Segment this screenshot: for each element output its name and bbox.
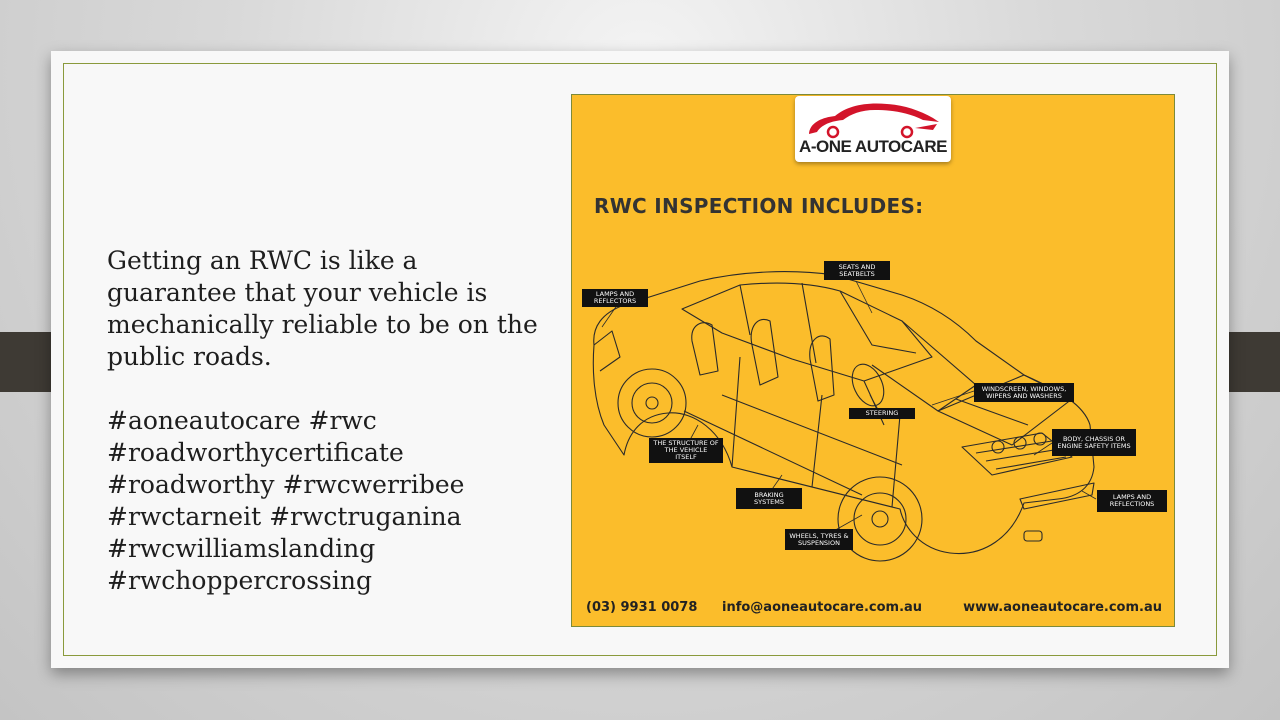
body-paragraph: Getting an RWC is like a guarantee that your vehicle is mechanically reliable to be on the public roads. bbox=[107, 246, 538, 371]
slide bbox=[51, 51, 1229, 668]
rwc-poster-image bbox=[571, 94, 1175, 627]
phone-number: (03) 9931 0078 bbox=[586, 600, 698, 615]
callout-wheels-tyres-suspension: WHEELS, TYRES & SUSPENSION bbox=[785, 529, 853, 550]
callout-lamps-and-reflections: LAMPS AND REFLECTIONS bbox=[1097, 490, 1167, 512]
callout-braking-systems: BRAKING SYSTEMS bbox=[736, 488, 802, 509]
hashtag-line: #aoneautocare #rwc bbox=[107, 406, 377, 435]
callout-windscreen-windows-wipers: WINDSCREEN, WINDOWS, WIPERS AND WASHERS bbox=[974, 383, 1074, 402]
car-diagram-illustration bbox=[572, 95, 1174, 626]
website-url: www.aoneautocare.com.au bbox=[963, 600, 1162, 615]
callout-body-chassis-engine: BODY, CHASSIS OR ENGINE SAFETY ITEMS bbox=[1052, 429, 1136, 456]
callout-structure-of-vehicle: THE STRUCTURE OF THE VEHICLE ITSELF bbox=[649, 438, 723, 463]
callout-seats-and-seatbelts: SEATS AND SEATBELTS bbox=[824, 261, 890, 280]
hashtag-line: #rwctarneit #rwctruganina bbox=[107, 502, 462, 531]
callout-lamps-and-reflectors: LAMPS AND REFLECTORS bbox=[582, 289, 648, 307]
poster-title: RWC INSPECTION INCLUDES: bbox=[594, 194, 924, 218]
email-address: info@aoneautocare.com.au bbox=[722, 600, 923, 615]
logo-text: A-ONE AUTOCARE bbox=[799, 137, 947, 156]
hashtag-line: #roadworthycertificate bbox=[107, 438, 404, 467]
callout-steering: STEERING bbox=[849, 408, 915, 419]
hashtag-line: #roadworthy #rwcwerribee bbox=[107, 470, 465, 499]
slide-body-text bbox=[107, 245, 547, 597]
hashtag-line: #rwcwilliamslanding bbox=[107, 534, 376, 563]
hashtag-line: #rwchoppercrossing bbox=[107, 566, 372, 595]
